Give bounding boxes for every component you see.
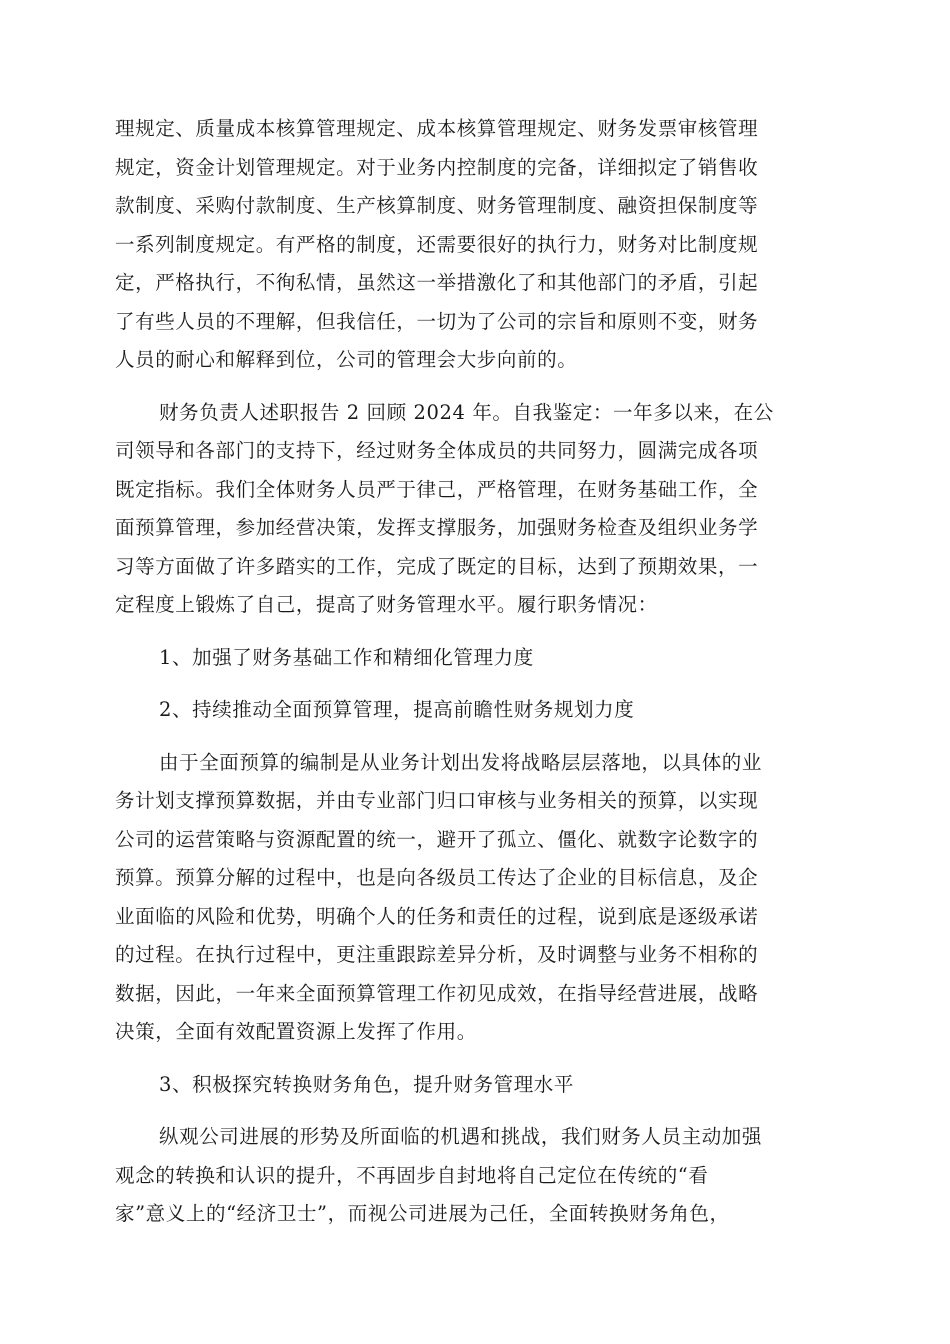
paragraph-1 [115,110,835,380]
text-line: 面预算管理，参加经营决策，发挥支撑服务，加强财务检查及组织业务学 [115,516,759,539]
list-item-heading: 1、加强了财务基础工作和精细化管理力度 [159,645,534,669]
text-line: 习等方面做了许多踏实的工作，完成了既定的目标，达到了预期效果，一 [115,554,759,578]
paragraph-4 [115,691,835,730]
text-line: 观念的转换和认识的提升，不再固步自封地将自己定位在传统的“看 [115,1163,709,1187]
paragraph-2 [115,394,835,625]
document-body [115,110,835,1234]
text-line: 规定，资金计划管理规定。对于业务内控制度的完备，详细拟定了销售收 [115,155,759,179]
paragraph-7 [115,1118,835,1234]
text-line: 由于全面预算的编制是从业务计划出发将战略层层落地，以具体的业 [159,750,763,774]
list-item-heading: 3、积极探究转换财务角色，提升财务管理水平 [159,1072,575,1096]
text-line: 纵观公司进展的形势及所面临的机遇和挑战，我们财务人员主动加强 [159,1125,763,1148]
text-line: 数据，因此，一年来全面预算管理工作初见成效，在指导经营进展，战略 [115,981,759,1005]
text-line: 了有些人员的不理解，但我信任，一切为了公司的宗旨和原则不变，财务 [115,309,759,333]
text-line: 财务负责人述职报告 2 回顾 2024 年。自我鉴定：一年多以来，在公 [159,400,774,424]
paragraph-5 [115,744,835,1052]
text-line: 业面临的风险和优势，明确个人的任务和责任的过程，说到底是逐级承诺 [115,904,759,928]
text-line: 款制度、采购付款制度、生产核算制度、财务管理制度、融资担保制度等 [115,194,759,217]
text-line: 人员的耐心和解释到位，公司的管理会大步向前的。 [115,348,578,371]
text-line: 一系列制度规定。有严格的制度，还需要很好的执行力，财务对比制度规 [115,232,759,256]
text-line: 理规定、质量成本核算管理规定、成本核算管理规定、财务发票审核管理 [115,117,759,140]
text-line: 定，严格执行，不徇私情，虽然这一举措激化了和其他部门的矛盾，引起 [115,271,759,294]
text-line: 决策，全面有效配置资源上发挥了作用。 [115,1020,477,1043]
text-line: 定程度上锻炼了自己，提高了财务管理水平。履行职务情况： [115,593,658,616]
list-item-heading: 2、持续推动全面预算管理，提高前瞻性财务规划力度 [159,698,635,721]
text-line: 公司的运营策略与资源配置的统一，避开了孤立、僵化、就数字论数字的 [115,827,759,851]
paragraph-6 [115,1066,835,1105]
text-line: 既定指标。我们全体财务人员严于律己，严格管理，在财务基础工作，全 [115,477,759,501]
text-line: 的过程。在执行过程中，更注重跟踪差异分析，及时调整与业务不相称的 [115,943,759,966]
text-line: 务计划支撑预算数据，并由专业部门归口审核与业务相关的预算，以实现 [115,789,759,812]
text-line: 家”意义上的“经济卫士”，而视公司进展为己任，全面转换财务角色， [115,1202,730,1225]
paragraph-3 [115,639,835,678]
text-line: 司领导和各部门的支持下，经过财务全体成员的共同努力，圆满完成各项 [115,439,759,462]
text-line: 预算。预算分解的过程中，也是向各级员工传达了企业的目标信息，及企 [115,866,759,889]
